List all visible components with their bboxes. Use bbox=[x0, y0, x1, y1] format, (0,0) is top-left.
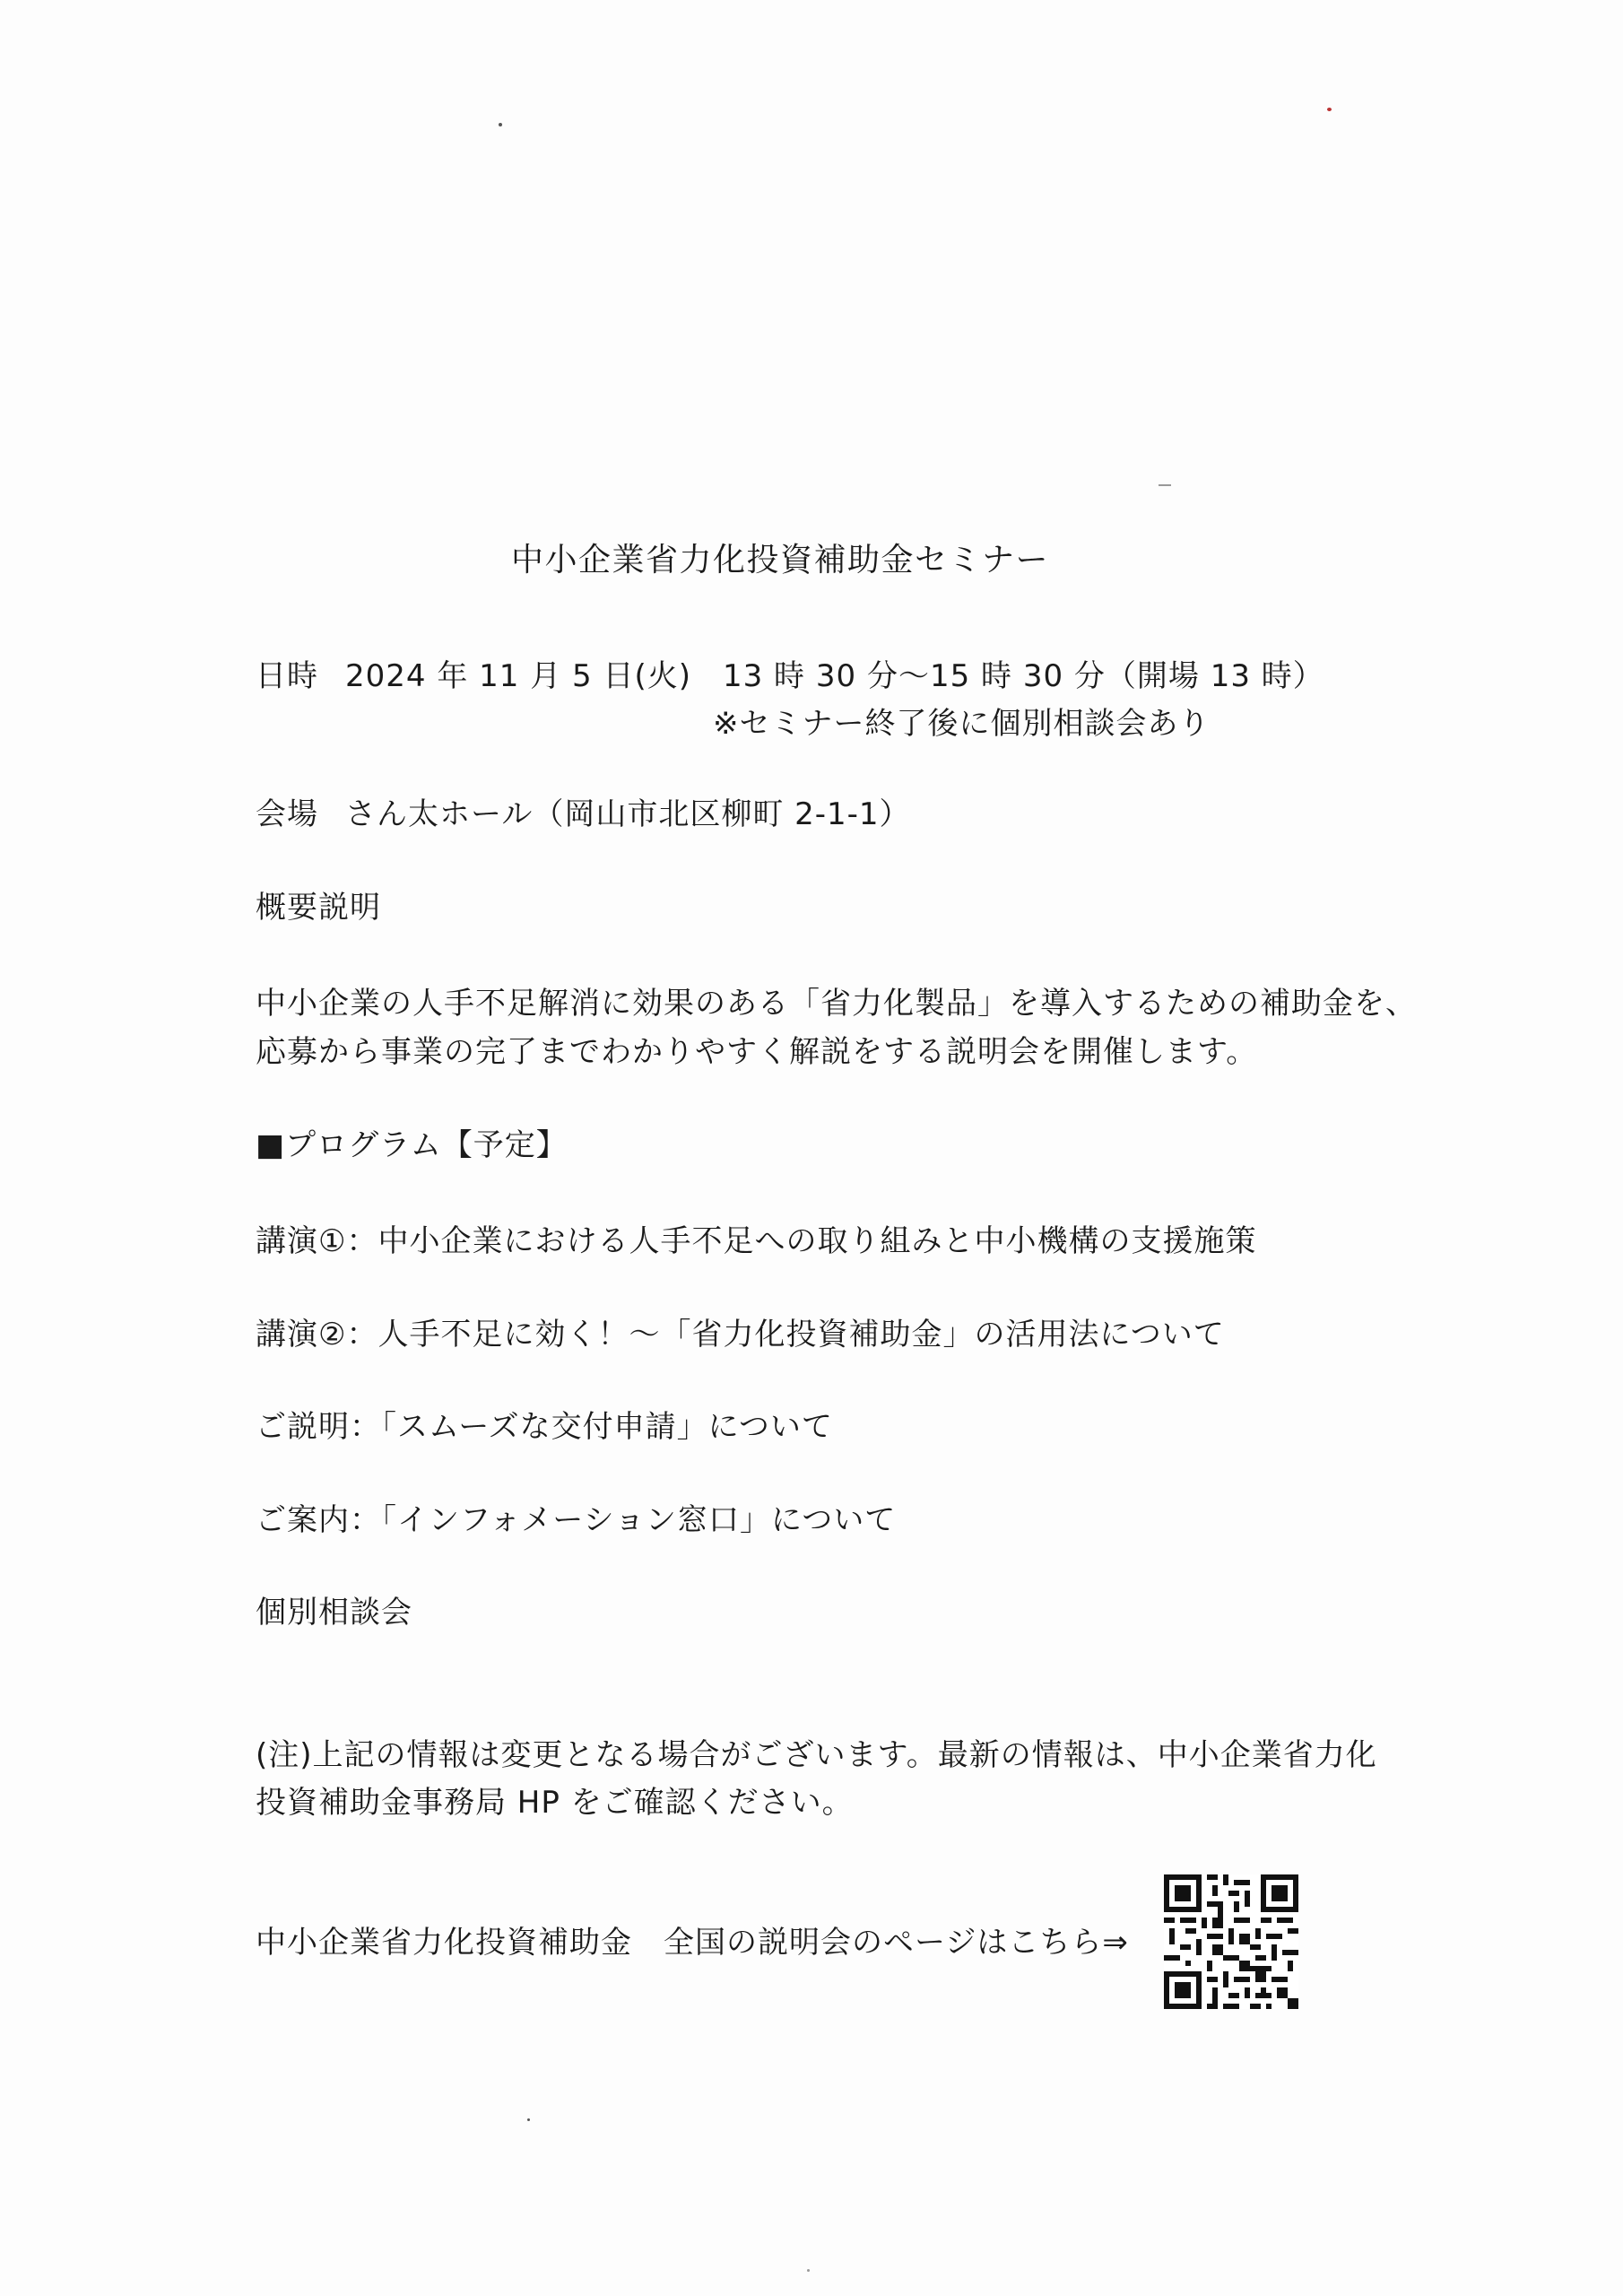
overview-line: 中小企業の人手不足解消に効果のある「省力化製品」を導入するための補助金を、 bbox=[256, 986, 1417, 1022]
overview-heading: 概要説明 bbox=[256, 890, 381, 926]
scan-speck bbox=[807, 2269, 810, 2272]
notice-line: 投資補助金事務局 HP をご確認ください。 bbox=[256, 1785, 854, 1821]
datetime-row bbox=[256, 657, 1324, 696]
scan-speck bbox=[527, 2118, 530, 2121]
scan-speck bbox=[1327, 108, 1332, 111]
program-item: 講演①：中小企業における人手不足への取り組みと中小機構の支援施策 bbox=[256, 1223, 1257, 1259]
datetime-label: 日時 bbox=[256, 658, 318, 694]
program-heading: ■プログラム【予定】 bbox=[256, 1127, 568, 1163]
program-item: 個別相談会 bbox=[256, 1595, 412, 1631]
footer-link-text[interactable]: 中小企業省力化投資補助金 全国の説明会のページはこちら⇒ bbox=[256, 1925, 1129, 1961]
scan-speck bbox=[1159, 484, 1171, 486]
scan-speck bbox=[499, 123, 502, 126]
page-title: 中小企業省力化投資補助金セミナー bbox=[511, 542, 1050, 578]
venue-label: 会場 bbox=[256, 796, 318, 832]
datetime-value: 2024 年 11 月 5 日(火) 13 時 30 分～15 時 30 分（開場 13 時） bbox=[345, 658, 1324, 694]
program-item: ご案内：「インフォメーション窓口」について bbox=[256, 1502, 897, 1538]
program-item: 講演②：人手不足に効く！～「省力化投資補助金」の活用法について bbox=[256, 1317, 1225, 1352]
overview-line: 応募から事業の完了までわかりやすく解説をする説明会を開催します。 bbox=[256, 1034, 1258, 1070]
venue-row bbox=[256, 795, 911, 834]
program-item: ご説明：「スムーズな交付申請」について bbox=[256, 1409, 833, 1445]
notice-line: (注)上記の情報は変更となる場合がございます。最新の情報は、中小企業省力化 bbox=[256, 1737, 1377, 1773]
datetime-note: ※セミナー終了後に個別相談会あり bbox=[713, 706, 1211, 742]
qr-code-icon[interactable] bbox=[1164, 1874, 1298, 2009]
venue-value: さん太ホール（岡山市北区柳町 2-1-1） bbox=[345, 796, 911, 832]
